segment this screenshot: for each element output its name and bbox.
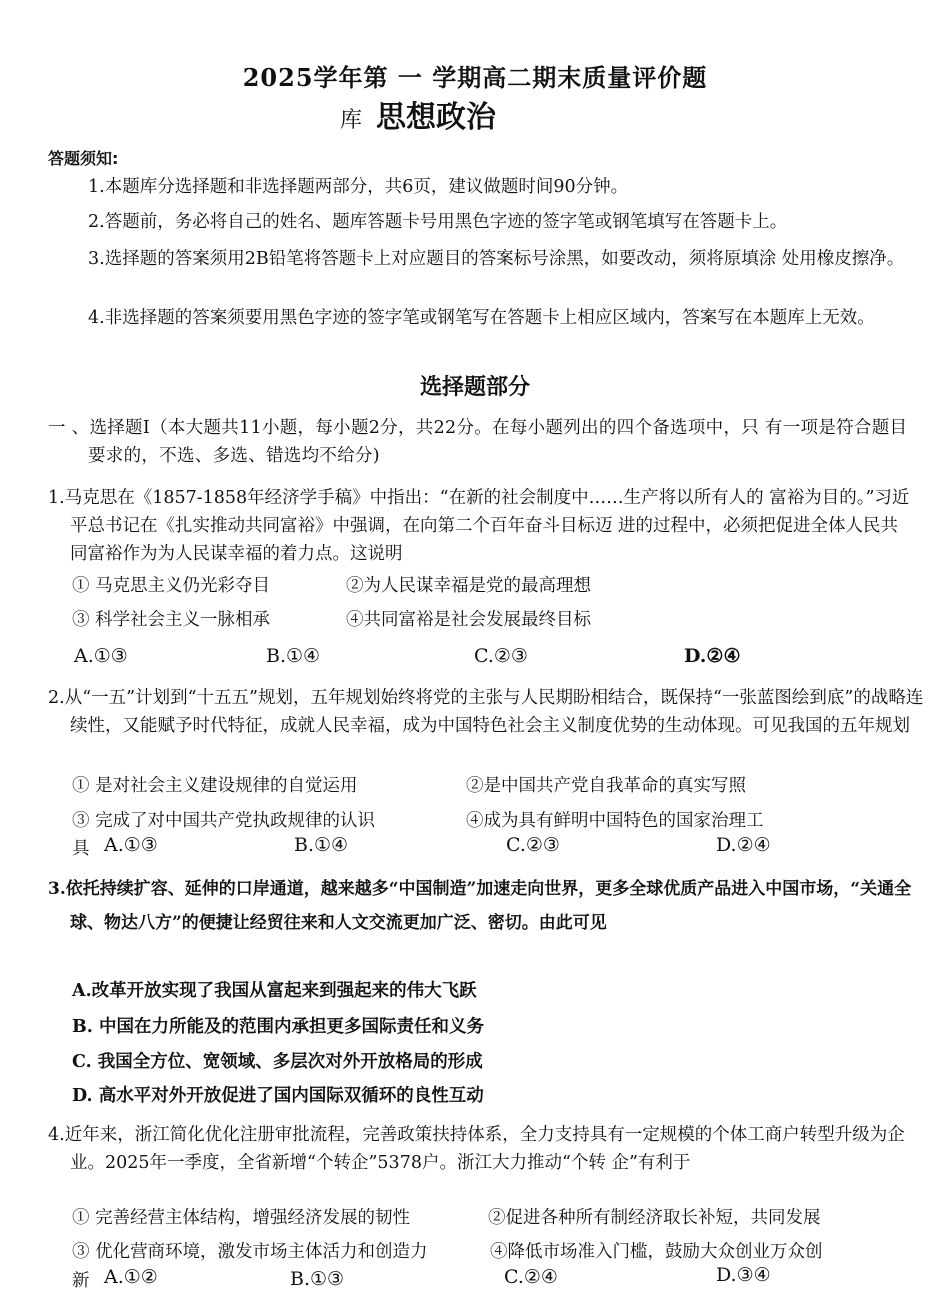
section-title: 选择题部分 xyxy=(419,375,530,400)
q4-statement-4-tail: 新 xyxy=(72,1271,90,1291)
exam-title: 2025学年第 一 学期高二期末质量评价题 xyxy=(242,63,708,92)
q2-statement-2: ②是中国共产党自我革命的真实写照 xyxy=(466,776,746,796)
q2-option-c[interactable]: C.②③ xyxy=(506,834,560,856)
notice-item-2: 2.答题前，务必将自己的姓名、题库答题卡号用黑色字迹的签字笔或钢笔填写在答题卡上。 xyxy=(88,212,788,232)
q1-statement-1: ① 马克思主义仍光彩夺目 xyxy=(72,576,271,596)
q3-stem: 3.依托持续扩容、延伸的口岸通道，越来越多“中国制造”加速走向世界，更多全球优质产品进入中国市场，“关通全球、物达八方”的便捷让经贸往来和人文交流更加广泛、密切。由此可见 xyxy=(48,879,912,933)
q2-statement-1: ① 是对社会主义建设规律的自觉运用 xyxy=(72,776,358,796)
notice-item-3: 3.选择题的答案须用2B铅笔将答题卡上对应题目的答案标号涂黑，如要改动，须将原填涂 处用橡皮擦净。 xyxy=(88,249,905,269)
q1-option-c[interactable]: C.②③ xyxy=(474,645,528,667)
q2-statement-3: ③ 完成了对中国共产党执政规律的认识 xyxy=(72,811,376,831)
q4-statement-4: ④降低市场准入门槛，鼓励大众创业万众创 xyxy=(490,1242,823,1262)
q2-option-a[interactable]: A.①③ xyxy=(104,834,158,856)
q2-statement-4: ④成为具有鲜明中国特色的国家治理工 xyxy=(466,811,764,831)
notice-item-1: 1.本题库分选择题和非选择题两部分，共6页，建议做题时间90分钟。 xyxy=(88,177,629,197)
q3-option-a[interactable]: A.改革开放实现了我国从富起来到强起来的伟大飞跃 xyxy=(72,981,477,1001)
q1-stem: 1.马克思在《1857-1858年经济学手稿》中指出：“在新的社会制度中……生产将以所有人的 富裕为目的。”习近平总书记在《扎实推动共同富裕》中强调，在向第二个百年奋斗目标迈 进的过程中，必须把促进全体人民共同富裕作为为人民谋幸福的着力点。这说明 xyxy=(48,488,910,564)
q4-option-a[interactable]: A.①② xyxy=(104,1266,158,1288)
q2-option-b[interactable]: B.①④ xyxy=(294,834,349,856)
q3-option-d[interactable]: D. 高水平对外开放促进了国内国际双循环的良性互动 xyxy=(72,1086,484,1106)
q2-stem: 2.从“一五”计划到“十五五”规划，五年规划始终将党的主张与人民期盼相结合，既保持“一张蓝图绘到底”的战略连续性，又能赋予时代特征，成就人民幸福，成为中国特色社会主义制度优势的生动体现。可见我国的五年规划 xyxy=(48,688,924,736)
q4-statement-3: ③ 优化营商环境，激发市场主体活力和创造力 xyxy=(72,1242,428,1262)
notice-item-4: 4.非选择题的答案须要用黑色字迹的签字笔或钢笔写在答题卡上相应区域内，答案写在本题库上无效。 xyxy=(88,308,875,328)
q1-statement-2: ②为人民谋幸福是党的最高理想 xyxy=(346,576,591,596)
q1-statement-3: ③ 科学社会主义一脉相承 xyxy=(72,610,271,630)
q3-option-b[interactable]: B. 中国在力所能及的范围内承担更多国际责任和义务 xyxy=(72,1017,484,1037)
q1-option-d[interactable]: D.②④ xyxy=(684,645,741,667)
q2-statement-4-tail: 具 xyxy=(72,839,90,859)
q4-option-d[interactable]: D.③④ xyxy=(716,1264,771,1286)
q1-option-a[interactable]: A.①③ xyxy=(74,645,128,667)
q1-option-b[interactable]: B.①④ xyxy=(266,645,321,667)
q4-statement-1: ① 完善经营主体结构，增强经济发展的韧性 xyxy=(72,1208,411,1228)
notice-heading: 答题须知: xyxy=(48,149,119,168)
q1-statement-4: ④共同富裕是社会发展最终目标 xyxy=(346,610,591,630)
part1-intro: 一 、选择题Ⅰ（本大题共11小题，每小题2分，共22分。在每小题列出的四个备选项中，只 有一项是符合题目要求的，不选、多选、错选均不给分) xyxy=(48,418,908,466)
q4-stem: 4.近年来，浙江简化优化注册审批流程，完善政策扶持体系，全力支持具有一定规模的个体工商户转型升级为企业。2025年一季度，全省新增“个转企”5378户。浙江大力推动“个转 企”有利于 xyxy=(48,1125,905,1173)
q4-option-b[interactable]: B.①③ xyxy=(290,1268,345,1290)
exam-subtitle xyxy=(340,92,496,136)
q2-option-d[interactable]: D.②④ xyxy=(716,834,771,856)
q3-option-c[interactable]: C. 我国全方位、宽领域、多层次对外开放格局的形成 xyxy=(72,1052,483,1072)
q4-statement-2: ②促进各种所有制经济取长补短，共同发展 xyxy=(488,1208,821,1228)
subject-name: 思想政治 xyxy=(376,100,497,135)
subtitle-prefix: 库 xyxy=(340,108,363,133)
q4-option-c[interactable]: C.②④ xyxy=(504,1266,558,1288)
